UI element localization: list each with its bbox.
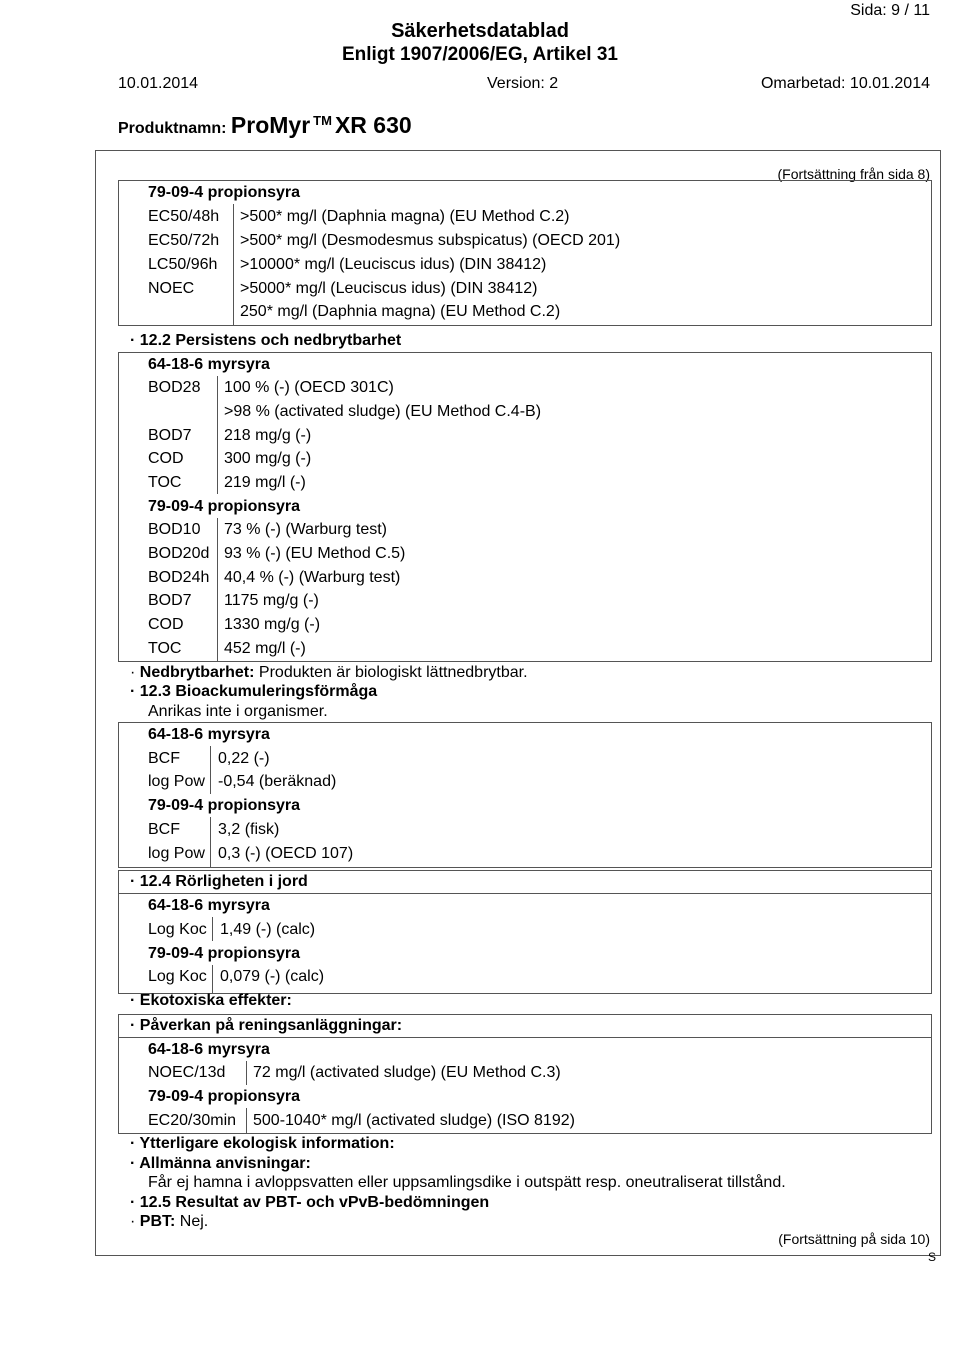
table-value: >5000* mg/l (Leuciscus idus) (DIN 38412) (240, 280, 538, 297)
degradability-line: · Nedbrytbarhet: Produkten är biologiskt lättnedbrytbar. (130, 664, 528, 681)
table-key: log Pow (148, 773, 205, 790)
continued-from: (Fortsättning från sida 8) (777, 166, 930, 182)
table-value: 250* mg/l (Daphnia magna) (EU Method C.2) (240, 303, 561, 320)
table-value: 218 mg/g (-) (224, 427, 312, 444)
table-key: BOD28 (148, 379, 201, 396)
table-value: -0,54 (beräknad) (218, 773, 337, 790)
table-value: 219 mg/l (-) (224, 474, 306, 491)
table-key: Log Koc (148, 968, 207, 985)
section-12-3-heading: · 12.3 Bioackumuleringsförmåga (130, 683, 378, 700)
treatment-plant-heading: · Påverkan på reningsanläggningar: (130, 1017, 403, 1034)
trademark-mark: TM (313, 113, 332, 128)
table-value: 100 % (-) (OECD 301C) (224, 379, 394, 396)
table-value: 1330 mg/g (-) (224, 616, 321, 633)
table-value: 452 mg/l (-) (224, 640, 306, 657)
table-key: log Pow (148, 845, 205, 862)
table-value: 500-1040* mg/l (activated sludge) (ISO 8192) (253, 1112, 575, 1129)
section-12-4-heading: · 12.4 Rörligheten i jord (130, 873, 308, 890)
product-label: Produktnamn: (118, 120, 227, 137)
continued-to: (Fortsättning på sida 10) (778, 1231, 930, 1247)
table-key: NOEC (148, 280, 195, 297)
section-12-2-heading: · 12.2 Persistens och nedbrytbarhet (130, 332, 402, 349)
substance-heading: 79-09-4 propionsyra (148, 797, 301, 814)
bioaccumulation-note: Anrikas inte i organismer. (148, 703, 328, 720)
document-title: Säkerhetsdatablad (391, 20, 569, 42)
page-number: Sida: 9 / 11 (850, 2, 930, 19)
general-advice-text: Får ej hamna i avloppsvatten eller uppsamlingsdike i outspätt resp. oneutraliserat tillstånd. (148, 1174, 786, 1191)
table-key: TOC (148, 640, 182, 657)
table-key: EC50/48h (148, 208, 220, 225)
table-value: 72 mg/l (activated sludge) (EU Method C.3) (253, 1064, 561, 1081)
issue-date: 10.01.2014 (118, 75, 199, 92)
table-key: BOD7 (148, 592, 192, 609)
pbt-line: · PBT: Nej. (130, 1213, 209, 1230)
table-key: BCF (148, 750, 180, 767)
table-value: 1,49 (-) (calc) (220, 921, 316, 938)
table-key: BCF (148, 821, 180, 838)
substance-heading: 79-09-4 propionsyra (148, 184, 301, 201)
table-key: NOEC/13d (148, 1064, 226, 1081)
table-value: 300 mg/g (-) (224, 450, 312, 467)
product-name: ProMyr (230, 112, 311, 138)
table-key: Log Koc (148, 921, 207, 938)
document-subtitle: Enligt 1907/2006/EG, Artikel 31 (342, 44, 618, 65)
table-key: BOD24h (148, 569, 210, 586)
table-value: 40,4 % (-) (Warburg test) (224, 569, 401, 586)
product-code: XR 630 (334, 112, 412, 138)
table-key: LC50/96h (148, 256, 218, 273)
table-value: >98 % (activated sludge) (EU Method C.4-B) (224, 403, 542, 420)
table-value: 0,22 (-) (218, 750, 270, 767)
substance-heading: 64-18-6 myrsyra (148, 1041, 270, 1058)
general-advice-heading: · Allmänna anvisningar: (130, 1155, 311, 1172)
product-name-line (118, 112, 412, 139)
table-value: 0,079 (-) (calc) (220, 968, 325, 985)
table-value: >500* mg/l (Daphnia magna) (EU Method C.2) (240, 208, 570, 225)
table-value: 1175 mg/g (-) (224, 592, 319, 609)
revision-date: Omarbetad: 10.01.2014 (760, 75, 930, 92)
table-key: BOD10 (148, 521, 201, 538)
table-value: >10000* mg/l (Leuciscus idus) (DIN 38412) (240, 256, 547, 273)
table-key: BOD7 (148, 427, 192, 444)
table-key: EC50/72h (148, 232, 220, 249)
substance-heading: 79-09-4 propionsyra (148, 945, 301, 962)
substance-heading: 64-18-6 myrsyra (148, 356, 270, 373)
further-eco-info: · Ytterligare ekologisk information: (130, 1135, 395, 1152)
section-12-5-heading: · 12.5 Resultat av PBT- och vPvB-bedömningen (130, 1194, 490, 1211)
substance-heading: 64-18-6 myrsyra (148, 726, 270, 743)
table-value: >500* mg/l (Desmodesmus subspicatus) (OECD 201) (240, 232, 621, 249)
substance-heading: 79-09-4 propionsyra (148, 1088, 301, 1105)
table-value: 3,2 (fisk) (218, 821, 280, 838)
table-value: 73 % (-) (Warburg test) (224, 521, 387, 538)
table-key: COD (148, 616, 184, 633)
footer-mark: S (927, 1250, 936, 1264)
table-key: TOC (148, 474, 182, 491)
table-value: 0,3 (-) (OECD 107) (218, 845, 354, 862)
substance-heading: 79-09-4 propionsyra (148, 498, 301, 515)
table-value: 93 % (-) (EU Method C.5) (224, 545, 406, 562)
table-key: COD (148, 450, 184, 467)
table-key: BOD20d (148, 545, 210, 562)
ecotoxic-effects: · Ekotoxiska effekter: (130, 992, 292, 1009)
substance-heading: 64-18-6 myrsyra (148, 897, 270, 914)
version: Version: 2 (487, 75, 559, 92)
table-key: EC20/30min (148, 1112, 237, 1129)
